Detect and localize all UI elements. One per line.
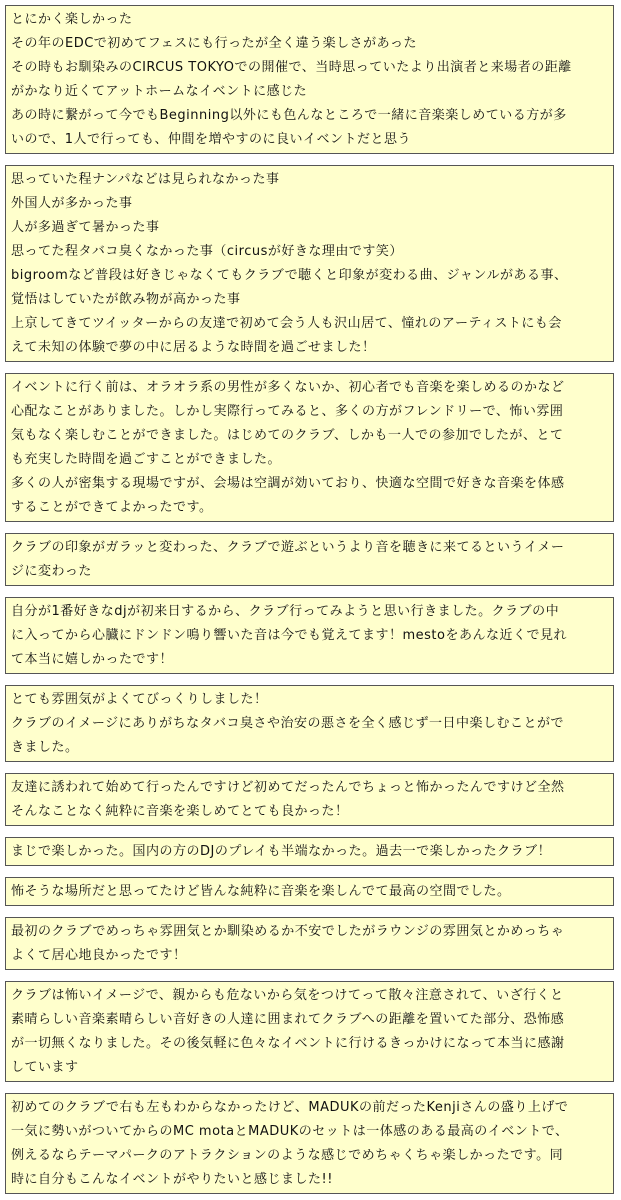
comment-line: いので、1人で行っても、仲間を増やすのに良いイベントだと思う	[11, 132, 412, 147]
comment-line: まじで楽しかった。国内の方のDJのプレイも半端なかった。過去一で楽しかったクラブ！	[11, 844, 552, 859]
comment-line: えて未知の体験で夢の中に居るような時間を過ごせました！	[11, 340, 376, 355]
comment-line: 外国人が多かった事	[11, 196, 133, 211]
comment-line: することができてよかったです。	[11, 500, 213, 515]
comment-line: クラブのイメージにありがちなタバコ臭さや治安の悪さを全く感じず一日中楽しむことがで	[11, 716, 564, 731]
comment-line: とにかく楽しかった	[11, 12, 133, 27]
comment-card	[5, 597, 614, 674]
comment-line: クラブは怖いイメージで、親からも危ないから気をつけてって散々注意されて、いざ行くと	[11, 988, 564, 1003]
comment-line: 自分が1番好きなdjが初来日するから、クラブ行ってみようと思い行きました。クラブの中	[11, 604, 560, 619]
comment-line: がかなり近くてアットホームなイベントに感じた	[11, 84, 308, 99]
comment-card	[5, 685, 614, 762]
comment-card	[5, 773, 614, 826]
comment-line: しています	[11, 1060, 79, 1075]
comment-line: も充実した時間を過ごすことができました。	[11, 452, 282, 467]
comment-card	[5, 533, 614, 586]
comment-line: その年のEDCで初めてフェスにも行ったが全く違う楽しさがあった	[11, 36, 418, 51]
comment-card	[5, 917, 614, 970]
comment-line: よくて居心地良かったです！	[11, 948, 187, 963]
comment-line: その時もお馴染みのCIRCUS TOKYOでの開催で、当時思っていたより出演者と来場者の距離	[11, 60, 572, 75]
comment-line: きました。	[11, 740, 79, 755]
comment-line: に入ってから心臓にドンドン鳴り響いた音は今でも覚えてます！mestoをあんな近くで見れ	[11, 628, 567, 643]
comment-line: とても雰囲気がよくてびっくりしました！	[11, 692, 268, 707]
comment-line: 覚悟はしていたが飲み物が高かった事	[11, 292, 241, 307]
comment-line: 一気に勢いがついてからのMC motaとMADUKのセットは一体感のある最高のイベントで、	[11, 1124, 569, 1139]
comment-line: 怖そうな場所だと思ってたけど皆んな純粋に音楽を楽しんでて最高の空間でした。	[11, 884, 511, 899]
comment-line: 素晴らしい音楽素晴らしい音好きの人達に囲まれてクラブへの距離を置いてた部分、恐怖感	[11, 1012, 565, 1027]
comment-line: 思っていた程ナンパなどは見られなかった事	[11, 172, 280, 187]
comment-card	[5, 165, 614, 362]
comment-card	[5, 5, 614, 154]
comment-line: 初めてのクラブで右も左もわからなかったけど、MADUKの前だったKenjiさんの盛り上げで	[11, 1100, 569, 1115]
comment-line: クラブの印象がガラッと変わった、クラブで遊ぶというより音を聴きに来てるというイメー	[11, 540, 565, 555]
comment-card	[5, 981, 614, 1082]
comment-line: 思ってた程タバコ臭くなかった事（circusが好きな理由です笑）	[11, 244, 403, 259]
comment-line: 例えるならテーマパークのアトラクションのような感じでめちゃくちゃ楽しかったです。同	[11, 1148, 564, 1163]
comment-line: 多くの人が密集する現場ですが、会場は空調が効いており、快適な空間で好きな音楽を体感	[11, 476, 565, 491]
comment-line: 上京してきてツイッターからの友達で初めて会う人も沢山居て、憧れのアーティストにも会	[11, 316, 562, 331]
comment-line: あの時に繋がって今でもBeginning以外にも色んなところで一緒に音楽楽しめている方が多	[11, 108, 567, 123]
comment-line: が一切無くなりました。その後気軽に色々なイベントに行けるきっかけになって本当に感謝	[11, 1036, 565, 1051]
comment-card	[5, 877, 614, 906]
comment-line: ジに変わった	[11, 564, 92, 579]
comment-feed	[5, 5, 614, 1194]
comment-line: 最初のクラブでめっちゃ雰囲気とか馴染めるか不安でしたがラウンジの雰囲気とかめっちゃ	[11, 924, 565, 939]
comment-line: 友達に誘われて始めて行ったんですけど初めてだったんでちょっと怖かったんですけど全然	[11, 780, 565, 795]
comment-line: 心配なことがありました。しかし実際行ってみると、多くの方がフレンドリーで、怖い雰囲	[11, 404, 564, 419]
comment-card	[5, 373, 614, 522]
comment-card	[5, 1093, 614, 1194]
comment-line: 気もなく楽しむことができました。はじめてのクラブ、しかも一人での参加でしたが、とて	[11, 428, 564, 443]
comment-line: イベントに行く前は、オラオラ系の男性が多くないか、初心者でも音楽を楽しめるのかなど	[11, 380, 565, 395]
comment-line: bigroomなど普段は好きじゃなくてもクラブで聴くと印象が変わる曲、ジャンルがある事、	[11, 268, 568, 283]
comment-line: そんなことなく純粋に音楽を楽しめてとても良かった！	[11, 804, 349, 819]
comment-line: 時に自分もこんなイベントがやりたいと感じました!!	[11, 1172, 333, 1187]
comment-card	[5, 837, 614, 866]
comment-line: て本当に嬉しかったです！	[11, 652, 174, 667]
comment-line: 人が多過ぎて暑かった事	[11, 220, 160, 235]
